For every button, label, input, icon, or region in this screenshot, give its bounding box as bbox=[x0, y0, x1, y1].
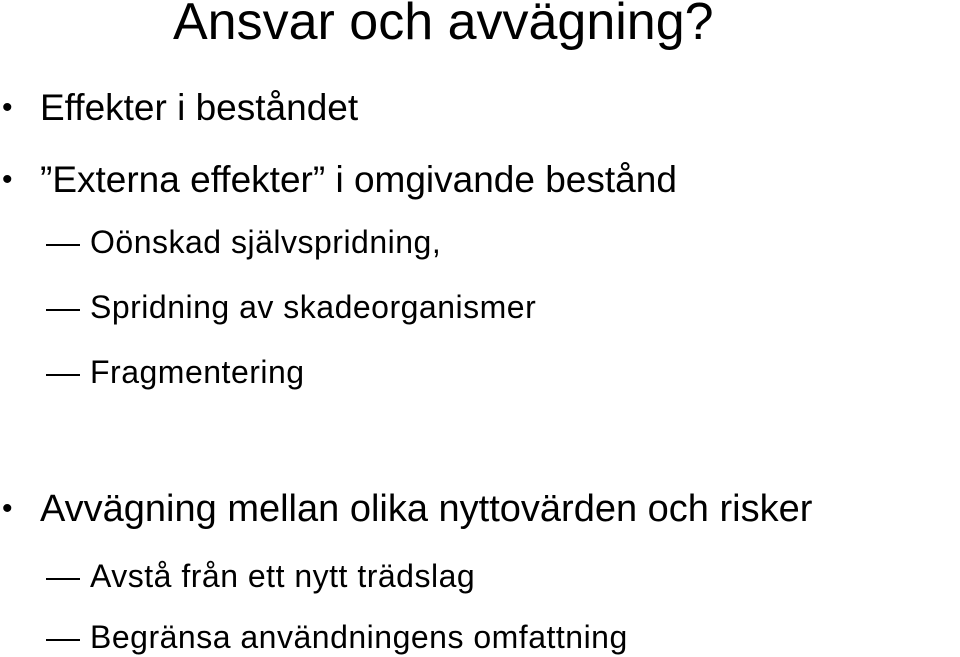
sub-item-text: Spridning av skadeorganismer bbox=[90, 289, 537, 325]
bullet-dot-icon: • bbox=[2, 163, 13, 196]
sub-item-text: Oönskad självspridning, bbox=[90, 224, 442, 260]
bullet-dot-icon: • bbox=[2, 91, 13, 124]
sub-item-text: Begränsa användningens omfattning bbox=[90, 619, 628, 655]
dash-bullet-icon bbox=[46, 578, 80, 580]
bullet-dot-icon: • bbox=[2, 492, 13, 525]
bullet-text: ”Externa effekter” i omgivande bestånd bbox=[40, 159, 677, 200]
bullet-text: Effekter i beståndet bbox=[40, 87, 359, 128]
dash-bullet-icon bbox=[46, 374, 80, 376]
dash-bullet-icon bbox=[46, 244, 80, 246]
dash-bullet-icon bbox=[46, 639, 80, 641]
sub-item-text: Fragmentering bbox=[90, 354, 305, 390]
sub-item-text: Avstå från ett nytt trädslag bbox=[90, 558, 476, 594]
dash-bullet-icon bbox=[46, 309, 80, 311]
bullet-text: Avvägning mellan olika nyttovärden och risker bbox=[40, 488, 813, 530]
slide-title: Ansvar och avvägning? bbox=[173, 0, 714, 51]
